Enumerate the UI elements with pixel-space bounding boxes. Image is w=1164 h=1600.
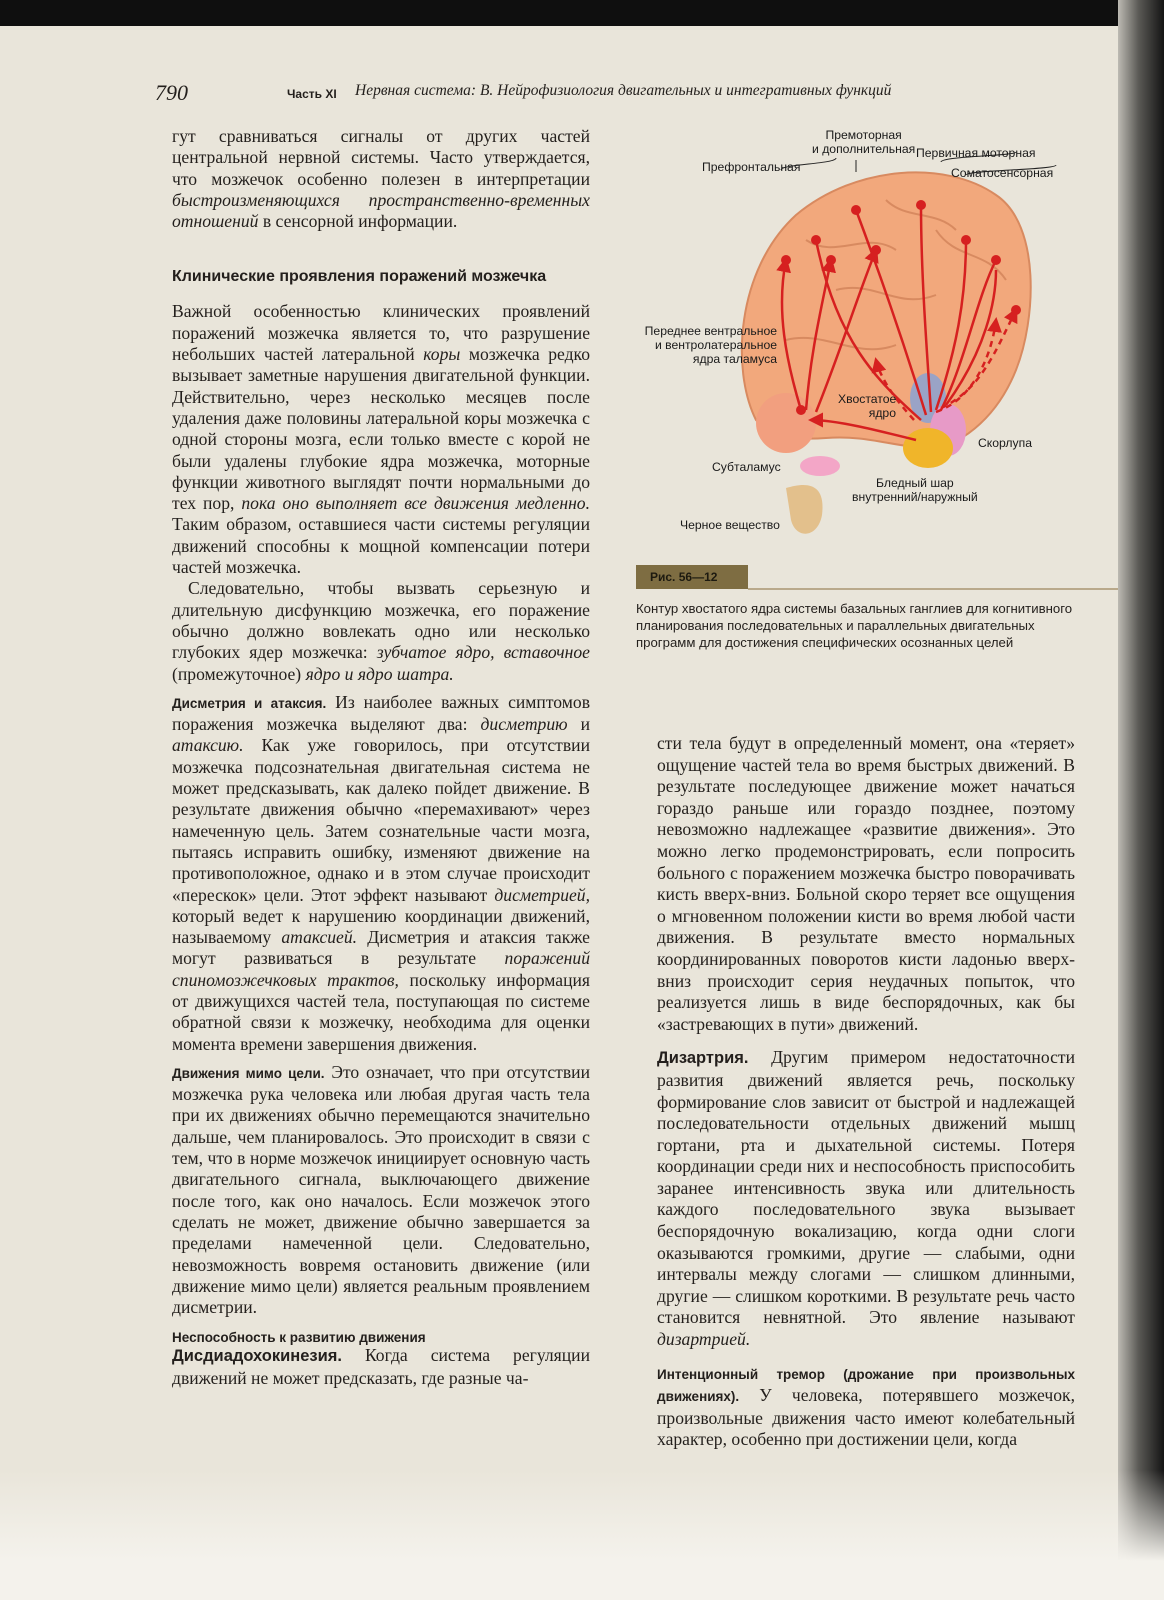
lead-past-pointing: Движения мимо цели. [172,1065,325,1081]
italic-run: ядро и ядро шатра. [305,663,454,684]
italic-run: атаксию. [172,735,244,756]
subthalamus-shape [800,456,840,476]
paragraph-dysdiadochokinesia [172,1345,590,1389]
text-run: который ведет к нарушению координации движений, называемому [172,905,590,948]
text-run: сти тела будут в определенный момент, она «теряет» ощущение частей тела во время быстрых движений. В результате последующее движение может начаться гораздо раньше или гораздо позднее, поэтому невозможно надлежащее «развитие движения». Это можно легко продемонстрировать, если попросить больного с поражением мозжечка быстро поворачивать кисть вверх-вниз. Больной скоро теряет все ощущения о мгновенном положении кисти во время любой части движения. В результате вместо нормальных координированных поворотов кисти ладонью вверх-вниз происходит серия неудачных попыток, что реализуется лишь в виде беспорядочных, как бы «застревающих в пути» движений. [657,733,1075,1034]
lead-dysarthria: Дизартрия. [657,1049,749,1068]
globus-shape [903,428,953,468]
text-run: гут сравниваться сигналы от других частей центральной нервной системы. Часто утверждается, что мозжечок особенно полезен в интерпретации [172,126,590,189]
text-run: Таким образом, оставшиеся части системы регуляции движений способны к мощной компенсации потери частей мозжечка. [172,514,590,578]
text-run: У человека, потерявшего мозжечок, произвольные движения часто имеют колебательный характер, особенно при достижении цели, когда [657,1385,1075,1450]
left-column [172,126,590,1389]
text-run: Это означает, что при отсутствии мозжечка рука человека или любая другая часть тела при их движениях обычно перемещаются значительно дальше, чем планировалось. Это происходит в связи с тем, что в норме мозжечок инициирует основную часть двигательного сигнала, выключающего движение после того, как оно началось. Если мозжечок этого сделать не может, движение обычно завершается за пределами намеченной цели. Следовательно, невозможность вовремя остановить движение (или движение мимо цели) является реальным проявлением дисметрии. [172,1061,590,1318]
italic-run: зубчатое ядро, вставочное [376,642,590,663]
text-run: Другим примером недостаточности развития движений является речь, поскольку формирование слов зависит от быстрой и надлежащей последовательности отдельных движений мышц гортани, рта и дыхательной системы. Потеря координации среди них и неспособность приспособить заранее интенсивность звука или длительность каждого последовательного звука вызывает беспорядочную вокализацию, когда одни слоги оказываются громкими, другие — слабыми, одни интервалы между слогами — слишком длинными, другие — слишком короткими. В результате речь часто становится невнятной. Это явление называют [657,1047,1075,1328]
text-run: Как уже говорилось, при отсутствии мозжечка подсознательная двигательная система не может предсказывать, как далеко пойдет движение. В результате движения обычно «перемахивают» через намеченную цель. Затем сознательные части мозга, пытаясь исправить ошибку, изменяют движение на противоположное, однако и в этом случае происходит «перескок» цели. Этот эффект называют [172,735,590,905]
text-run: и [567,714,590,735]
paragraph-deep-nuclei [172,578,590,684]
figure-56-12 [636,120,1106,590]
page-header [155,80,1135,110]
text-run: поскольку информация от движущихся частей тела, поступающая по системе обратной связи к мозжечку, необходима для оценки момента времени завершения движения. [172,969,590,1054]
label-premotor: Премоторная и дополнительная [812,128,916,156]
page-number: 790 [155,80,188,105]
paragraph-intro [172,126,590,232]
text-run: в сенсорной информации. [258,211,458,232]
paragraph-dysmetria [172,692,590,1055]
italic-run: коры [423,344,461,365]
figure-rule [748,588,1118,590]
paragraph-clinical [172,301,590,578]
text-dysarthria [657,1047,1075,1349]
italic-run: поражений спиномозжечковых трактов, [172,948,590,990]
label-thalamus: Переднее вентральное и вентролатеральное ядра таламуса [644,324,777,366]
label-globus-pallidus: Бледный шар внутренний/наружный [852,476,978,504]
text-run: Когда система регуляции движений не может предсказать, где разные ча- [172,1345,590,1388]
label-subthalamus: Субталамус [712,460,781,474]
label-prefrontal: Префронтальная [702,160,801,174]
section-heading: Клинические проявления поражений мозжечка [172,268,547,286]
italic-run: пока оно выполняет все движения медленно. [241,493,590,514]
text-past-pointing [172,1062,590,1317]
part-label: Часть XI [287,87,337,101]
subsection-heading: Неспособность к развитию движения [172,1330,426,1346]
text-run: Дисметрия и атаксия также могут развиваться в результате [172,927,590,969]
page-bottom-fade [0,1470,1164,1600]
right-column [657,733,1075,1451]
text-run: мозжечка редко вызывает заметные нарушения двигательной функции. Действительно, через несколько месяцев после удаления даже половины латеральной коры мозжечка с одной стороны мозга, если только вместе с корой не были удалены глубокие ядра мозжечка, моторные функции животного выглядят почти нормальными до тех пор, [172,344,591,514]
text-run: Из наиболее важных симптомов поражения мозжечка выделяют два: [172,691,591,735]
book-gutter-shadow [1118,0,1164,1600]
text-run: Важной особенностью клинических проявлений поражений мозжечка является то, что разрушение небольших частей латеральной [172,301,590,365]
label-primary-motor: Первичная моторная [916,146,1036,160]
substantia-shape [786,485,823,534]
text-run: Следовательно, чтобы вызвать серьезную и длительную дисфункцию мозжечка, его поражение обычно должно вовлекать одно или несколько глубоких ядер мозжечка: [172,578,590,663]
paragraph-dysarthria [657,1047,1075,1350]
label-putamen: Скорлупа [978,436,1032,450]
paragraph-past-pointing [172,1062,590,1319]
italic-run: дисметрию [480,714,568,735]
label-substantia-nigra: Черное вещество [680,518,780,532]
scan-top-edge [0,0,1164,26]
italic-run: быстроизменяющихся пространственно-временных отношений [172,189,590,232]
italic-run: дизартрией. [657,1329,751,1350]
paragraph-continuation [657,733,1075,1035]
figure-caption: Контур хвостатого ядра системы базальных ганглиев для когнитивного планирования последовательных и параллельных двигательных программ для достижения специфических осознанных целей [636,601,1073,650]
lead-dysmetria: Дисметрия и атаксия. [172,695,327,711]
italic-run: атаксией. [281,927,358,948]
figure-tag: Рис. 56—12 [636,565,748,589]
chapter-title: Нервная система: В. Нейрофизиология двигательных и интегративных функций [355,82,892,99]
label-caudate: Хвостатое ядро [838,392,897,420]
text-run: (промежуточное) [172,663,306,684]
paragraph-intention-tremor [657,1363,1075,1451]
text-dysmetria [172,692,590,1054]
italic-run: дисметрией, [494,884,590,905]
lead-intention-tremor: Интенционный тремор (дрожание при произвольных движениях). [657,1366,1075,1405]
label-somatosensory: Соматосенсорная [951,166,1054,180]
lead-dysdiadochokinesia: Дисдиадохокинезия. [172,1347,342,1366]
